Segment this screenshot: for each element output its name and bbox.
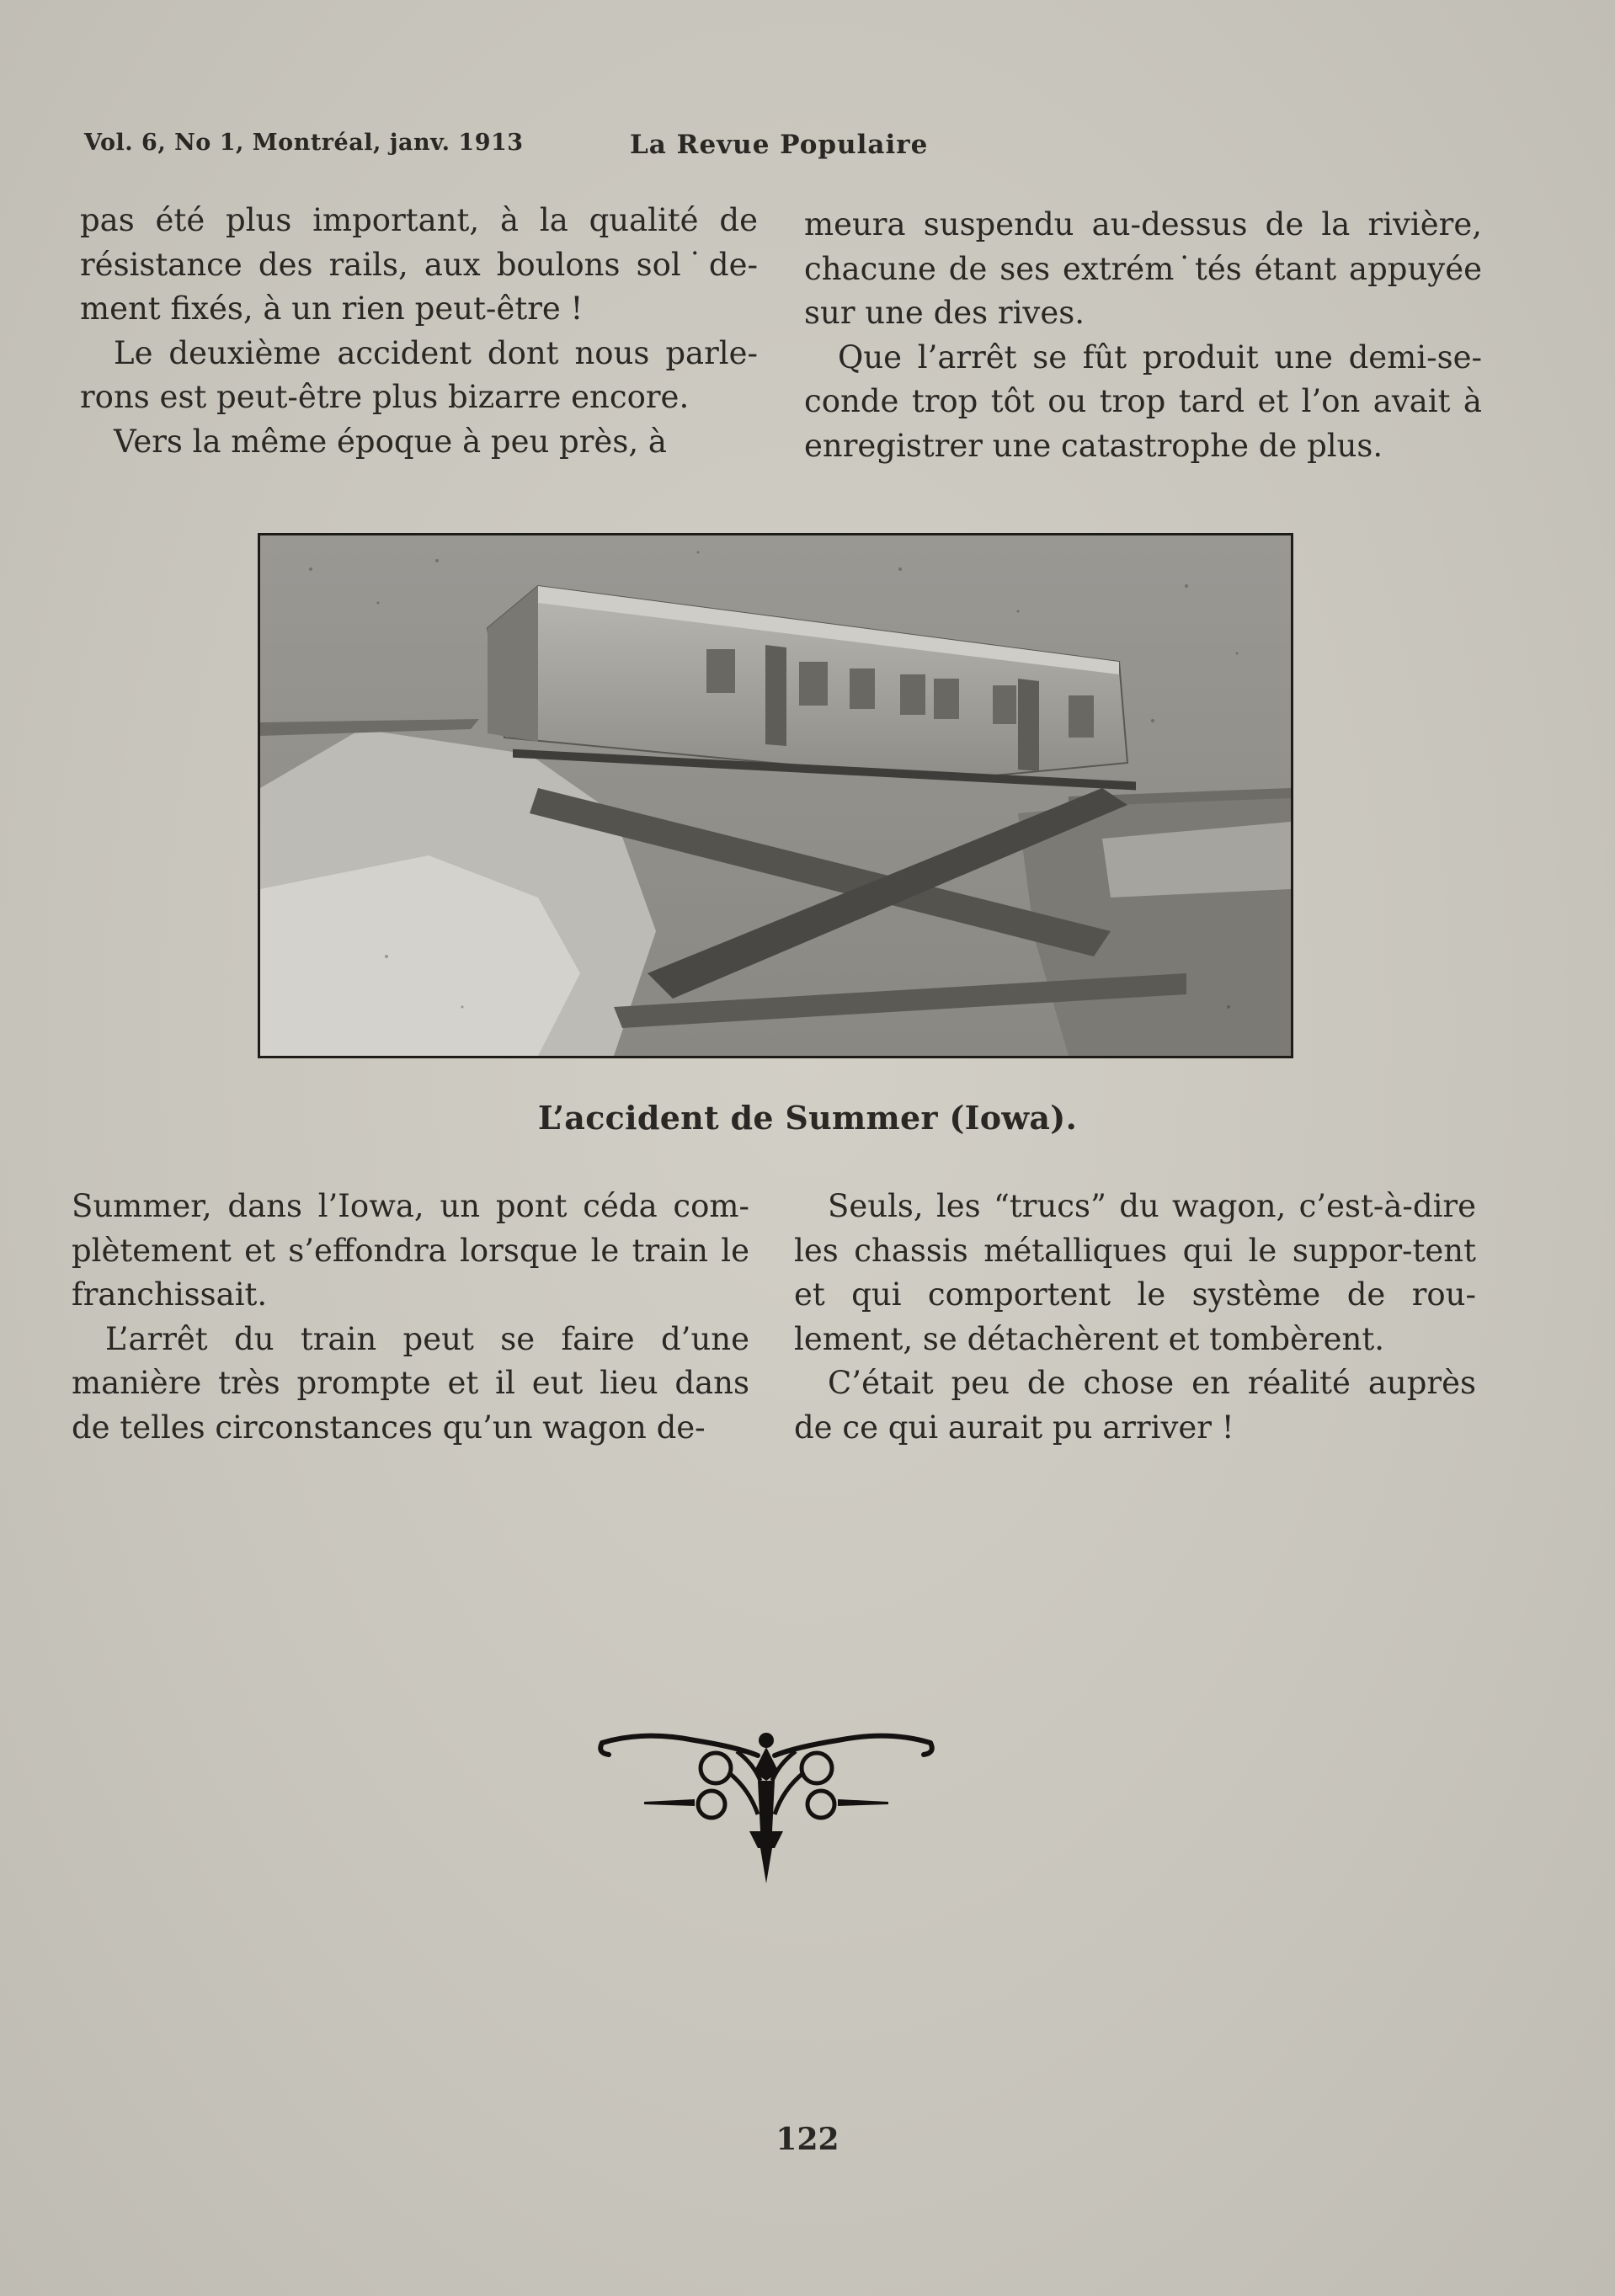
paragraph: pas été plus important, à la qualité de résistance des rails, aux boulons sol˙de-ment fixés, à un rien peut-être ! xyxy=(80,202,758,327)
paragraph: meura suspendu au-dessus de la rivière, chacune de ses extrém˙tés étant appuyée sur une des rives. xyxy=(804,206,1482,331)
page-number: 122 xyxy=(776,2122,839,2157)
paragraph: Que l’arrêt se fût produit une demi-se-conde trop tôt ou trop tard et l’on avait à enregistrer une catastrophe de plus. xyxy=(804,338,1482,464)
magazine-title: La Revue Populaire xyxy=(630,130,929,160)
text-column-bottom-right xyxy=(794,1185,1476,1450)
paragraph: Summer, dans l’Iowa, un pont céda com-plètement et s’effondra lorsque le train le franchissait. xyxy=(72,1188,749,1313)
fleuron-ornament-icon xyxy=(594,1722,939,1890)
text-column-top-right xyxy=(804,203,1482,468)
photo-illustration xyxy=(260,535,1291,1056)
paragraph: L’arrêt du train peut se faire d’une manière très prompte et il eut lieu dans de telles circonstances qu’un wagon de- xyxy=(72,1320,749,1446)
text-column-top-left xyxy=(80,199,758,464)
paragraph: C’était peu de chose en réalité auprès de ce qui aurait pu arriver ! xyxy=(794,1365,1476,1446)
text-column-bottom-left xyxy=(72,1185,749,1450)
running-header xyxy=(0,125,1615,167)
train-accident-photo xyxy=(258,533,1293,1058)
paragraph: Vers la même époque à peu près, à xyxy=(114,423,667,460)
paragraph: Seuls, les “trucs” du wagon, c’est-à-dire les chassis métalliques qui le suppor-tent et qui comportent le système de rou-lement, se détachèrent et tombèrent. xyxy=(794,1188,1476,1357)
issue-info: Vol. 6, No 1, Montréal, janv. 1913 xyxy=(84,130,524,156)
paragraph: Le deuxième accident dont nous parle-rons est peut-être plus bizarre encore. xyxy=(80,334,758,415)
figure-caption: L’accident de Summer (Iowa). xyxy=(537,1099,1078,1137)
